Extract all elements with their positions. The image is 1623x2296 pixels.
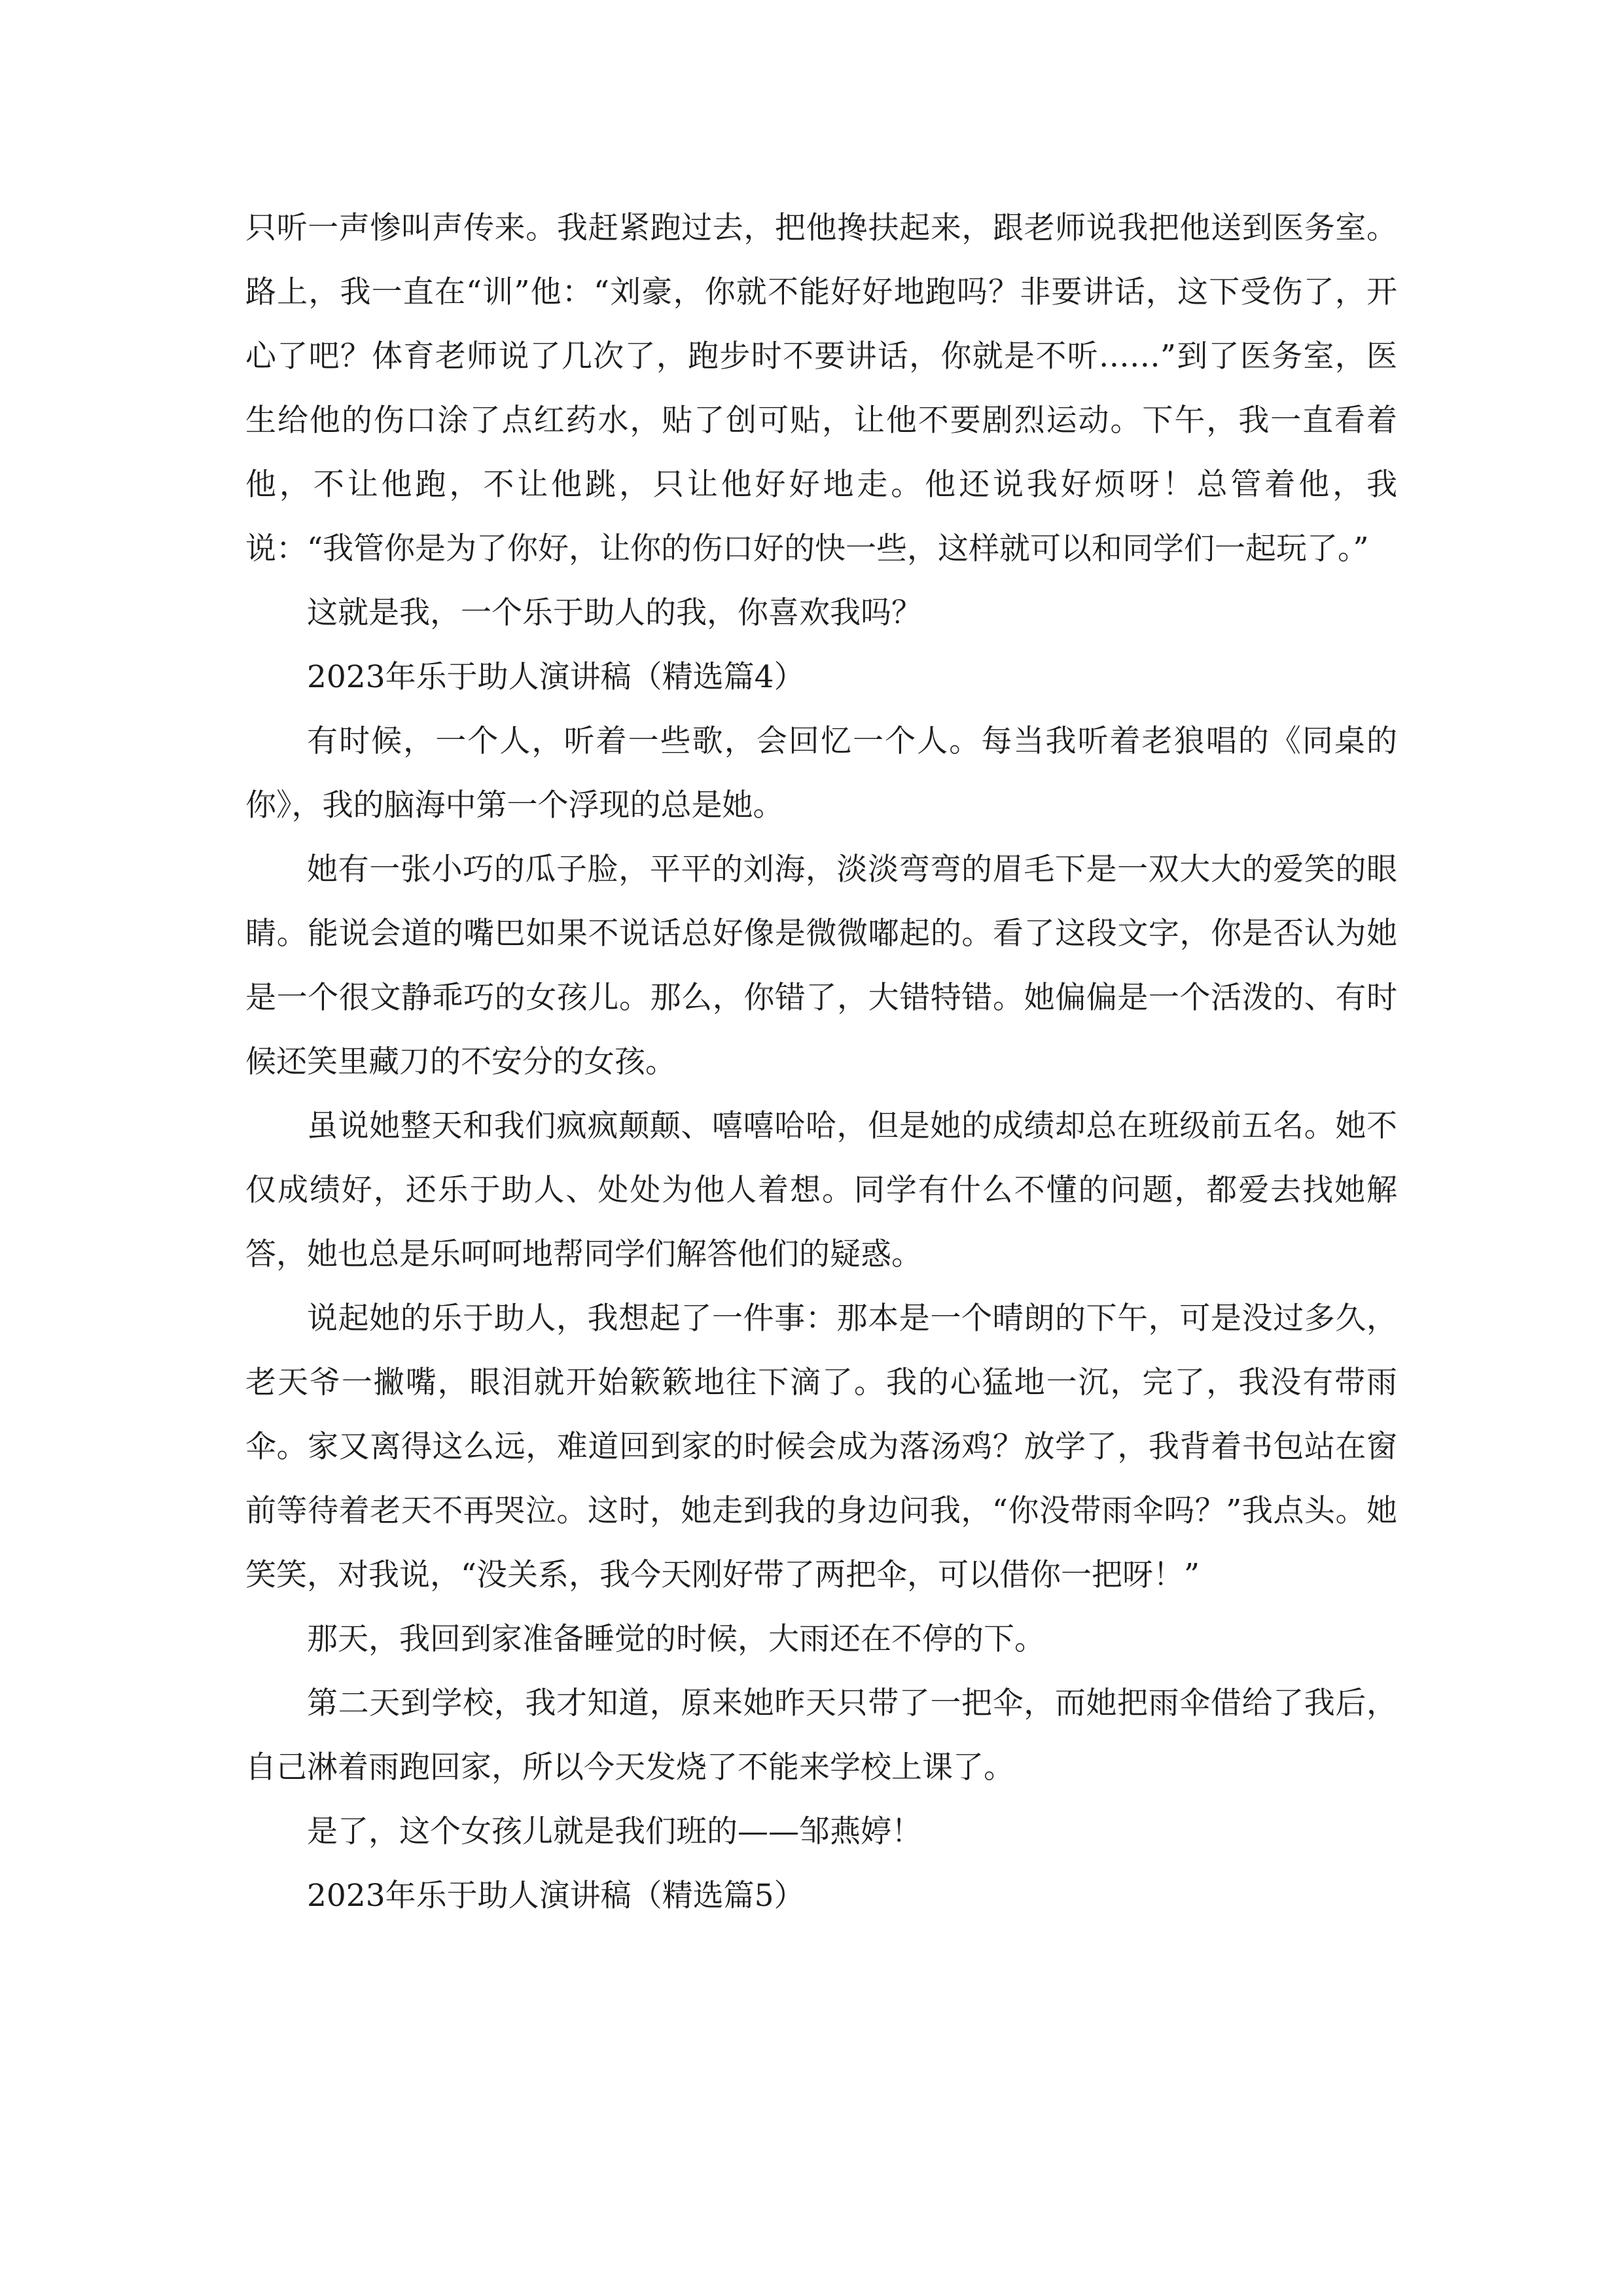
section-heading: 2023年乐于助人演讲稿（精选篇4） bbox=[307, 659, 805, 695]
paragraph: 有时候，一个人，听着一些歌，会回忆一个人。每当我听着老狼唱的《同桌的你》，我的脑海中第一个浮现的总是她。 bbox=[245, 723, 1397, 823]
paragraph: 是了，这个女孩儿就是我们班的——邹燕婷！ bbox=[307, 1814, 922, 1850]
document-body bbox=[245, 196, 1397, 1928]
paragraph: 第二天到学校，我才知道，原来她昨天只带了一把伞，而她把雨伞借给了我后，自己淋着雨跑回家，所以今天发烧了不能来学校上课了。 bbox=[245, 1685, 1397, 1785]
section-heading: 2023年乐于助人演讲稿（精选篇5） bbox=[307, 1878, 805, 1914]
paragraph: 虽说她整天和我们疯疯颠颠、嘻嘻哈哈，但是她的成绩却总在班级前五名。她不仅成绩好，还乐于助人、处处为他人着想。同学有什么不懂的问题，都爱去找她解答，她也总是乐呵呵地帮同学们解答他们的疑惑。 bbox=[245, 1108, 1397, 1272]
paragraph: 说起她的乐于助人，我想起了一件事：那本是一个晴朗的下午，可是没过多久，老天爷一撇嘴，眼泪就开始簌簌地往下滴了。我的心猛地一沉，完了，我没有带雨伞。家又离得这么远，难道回到家的时候会成为落汤鸡？放学了，我背着书包站在窗前等待着老天不再哭泣。这时，她走到我的身边问我，“你没带雨伞吗？”我点头。她笑笑，对我说，“没关系，我今天刚好带了两把伞，可以借你一把呀！” bbox=[245, 1300, 1397, 1593]
paragraph: 这就是我，一个乐于助人的我，你喜欢我吗？ bbox=[307, 595, 922, 631]
paragraph: 那天，我回到家准备睡觉的时候，大雨还在不停的下。 bbox=[307, 1621, 1045, 1657]
paragraph: 她有一张小巧的瓜子脸，平平的刘海，淡淡弯弯的眉毛下是一双大大的爱笑的眼睛。能说会道的嘴巴如果不说话总好像是微微嘟起的。看了这段文字，你是否认为她是一个很文静乖巧的女孩儿。那么，你错了，大错特错。她偏偏是一个活泼的、有时候还笑里藏刀的不安分的女孩。 bbox=[245, 852, 1397, 1080]
paragraph-continued: 只听一声惨叫声传来。我赶紧跑过去，把他搀扶起来，跟老师说我把他送到医务室。路上，我一直在“训”他：“刘豪，你就不能好好地跑吗？非要讲话，这下受伤了，开心了吧？体育老师说了几次了，跑步时不要讲话，你就是不听……”到了医务室，医生给他的伤口涂了点红药水，贴了创可贴，让他不要剧烈运动。下午，我一直看着他，不让他跑，不让他跳，只让他好好地走。他还说我好烦呀！总管着他，我说：“我管你是为了你好，让你的伤口好的快一些，这样就可以和同学们一起玩了。” bbox=[245, 210, 1397, 567]
